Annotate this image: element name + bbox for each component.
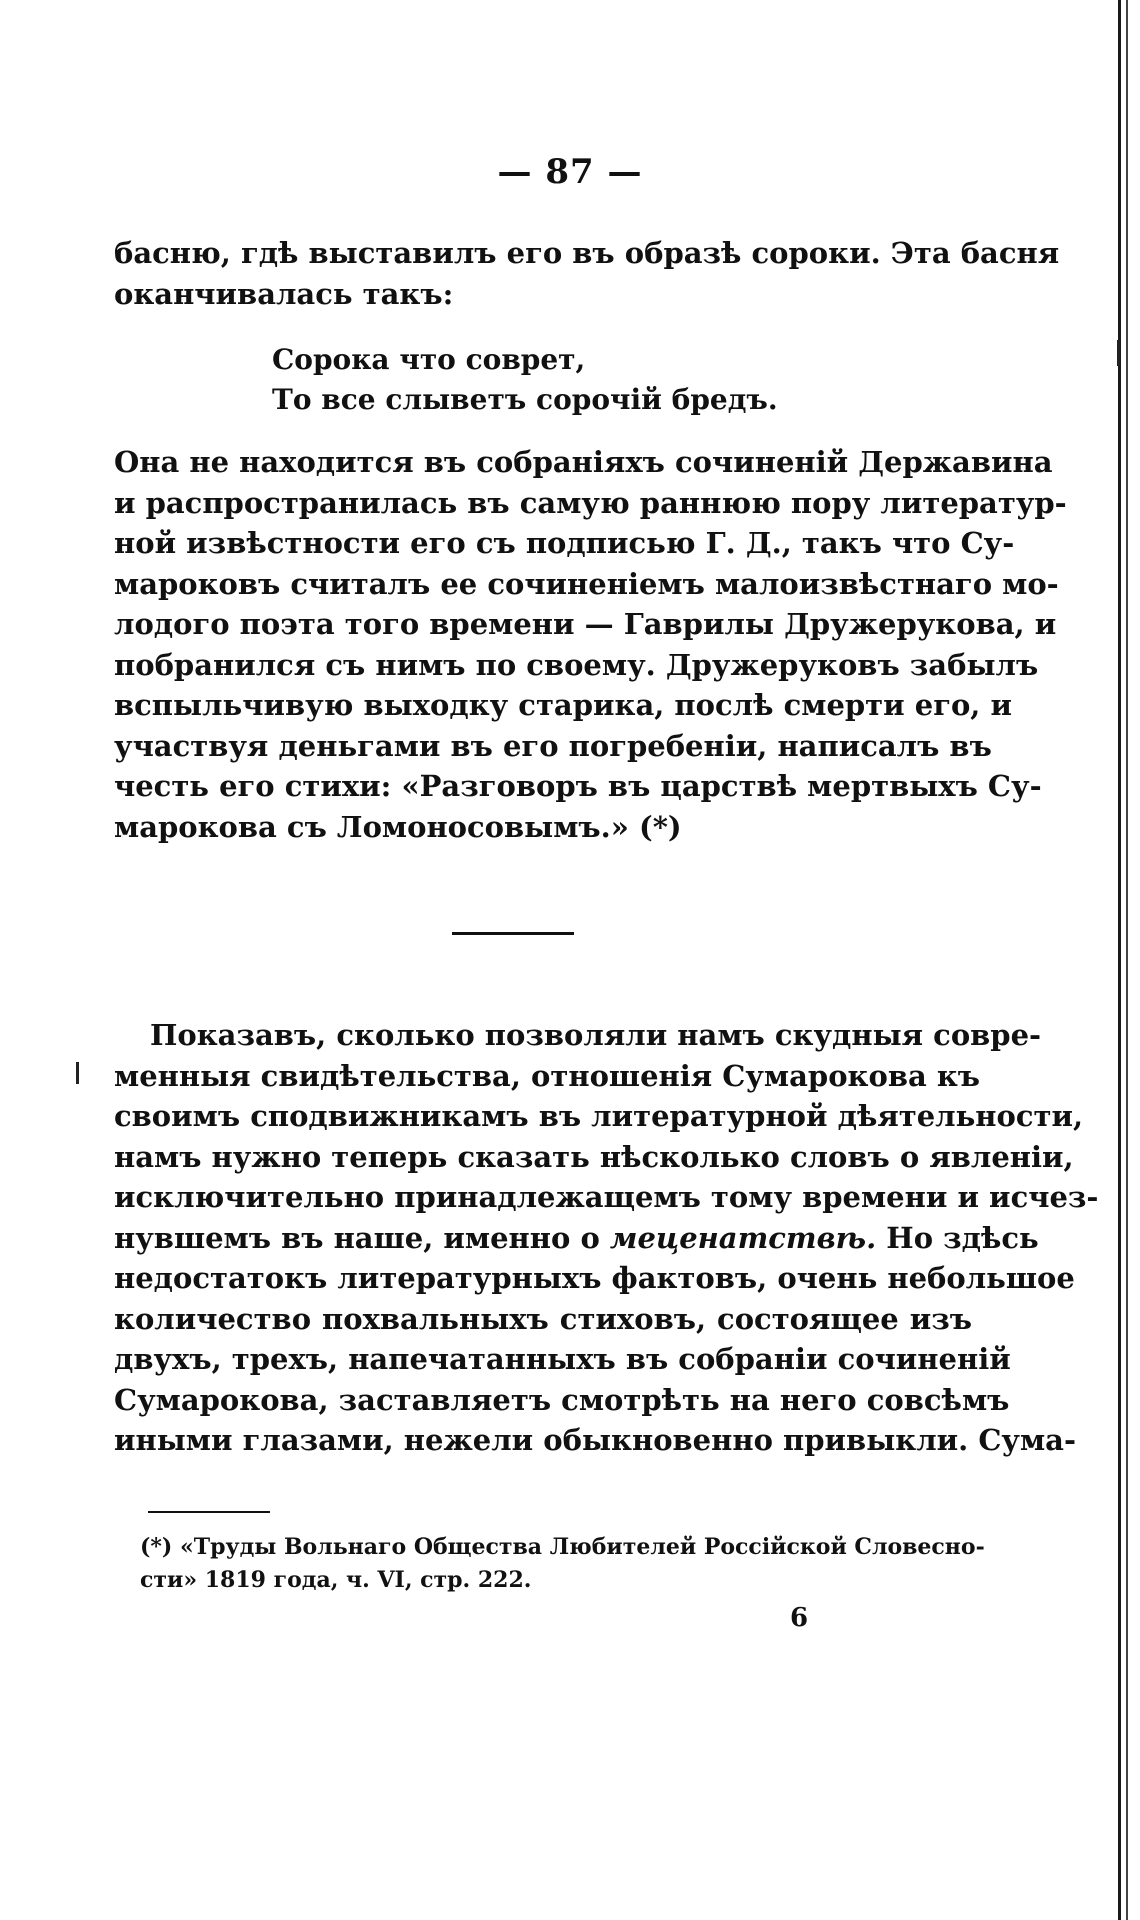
text-line: и распространилась въ самую раннюю пору литератур- (114, 485, 1067, 520)
page-number: — 87 — (497, 152, 643, 192)
text-line: марокова съ Ломоносовымъ.» (*) (114, 809, 682, 844)
text-line: оканчивалась такъ: (114, 276, 454, 311)
text-line: басню, гдѣ выставилъ его въ образѣ сороки. Эта басня (114, 236, 1060, 270)
text-segment: нувшемъ въ наше, именно о (114, 1220, 610, 1255)
page-edge-shadow-inner (1126, 0, 1128, 1920)
emphasis-word: меценатствѣ. (609, 1220, 877, 1255)
verse-line: Сорока что соврет, (272, 343, 586, 376)
paragraph-3 (114, 1015, 1099, 1461)
text-line: количество похвальныхъ стиховъ, состоящее изъ (114, 1301, 972, 1336)
text-line: своимъ сподвижникамъ въ литературной дѣятельности, (114, 1099, 1084, 1133)
text-line: двухъ, трехъ, напечатанныхъ въ собраніи сочиненій (114, 1342, 1011, 1376)
footnote (140, 1531, 985, 1597)
margin-mark (76, 1062, 79, 1084)
footnote-line: (*) «Труды Вольнаго Общества Любителей Россійской Словесно- (140, 1534, 985, 1560)
text-segment: Но здѣсь (876, 1220, 1039, 1255)
paragraph-2 (114, 442, 1067, 847)
text-line: честь его стихи: «Разговоръ въ царствѣ мертвыхъ Су- (114, 769, 1042, 803)
text-line: иными глазами, нежели обыкновенно привыкли. Сума- (114, 1423, 1077, 1457)
text-line: побранился съ нимъ по своему. Дружеруковъ забылъ (114, 647, 1039, 682)
footnote-divider (148, 1511, 270, 1513)
text-line: Сумарокова, заставляетъ смотрѣть на него совсѣмъ (114, 1382, 1010, 1417)
paragraph-1 (114, 233, 1060, 314)
text-line: Она не находится въ собраніяхъ сочиненій Державина (114, 445, 1053, 479)
section-divider (452, 932, 574, 935)
text-line: мароковъ считалъ ее сочиненіемъ малоизвѣстнаго мо- (114, 566, 1059, 601)
text-line: участвуя деньгами въ его погребеніи, написалъ въ (114, 728, 992, 763)
verse-line: То все слыветъ сорочій бредъ. (272, 383, 778, 416)
text-line: исключительно принадлежащемъ тому времени и исчез- (114, 1180, 1099, 1214)
text-line: Показавъ, сколько позволяли намъ скудныя совре- (150, 1018, 1042, 1052)
margin-mark (1117, 340, 1120, 366)
text-line: недостатокъ литературныхъ фактовъ, очень небольшое (114, 1261, 1075, 1295)
text-line: вспыльчивую выходку старика, послѣ смерти его, и (114, 688, 1013, 722)
text-line: ной извѣстности его съ подписью Г. Д., такъ что Су- (114, 526, 1015, 560)
footnote-line: сти» 1819 года, ч. VI, стр. 222. (140, 1567, 532, 1593)
text-line-emphasis (114, 1218, 1039, 1259)
text-line: менныя свидѣтельства, отношенія Сумарокова къ (114, 1058, 981, 1093)
verse-quote (272, 340, 778, 420)
signature-mark: 6 (790, 1603, 809, 1633)
text-line: лодого поэта того времени — Гаврилы Дружерукова, и (114, 607, 1057, 641)
text-line: намъ нужно теперь сказать нѣсколько словъ о явленіи, (114, 1139, 1074, 1174)
page-edge-shadow (1118, 0, 1121, 1920)
